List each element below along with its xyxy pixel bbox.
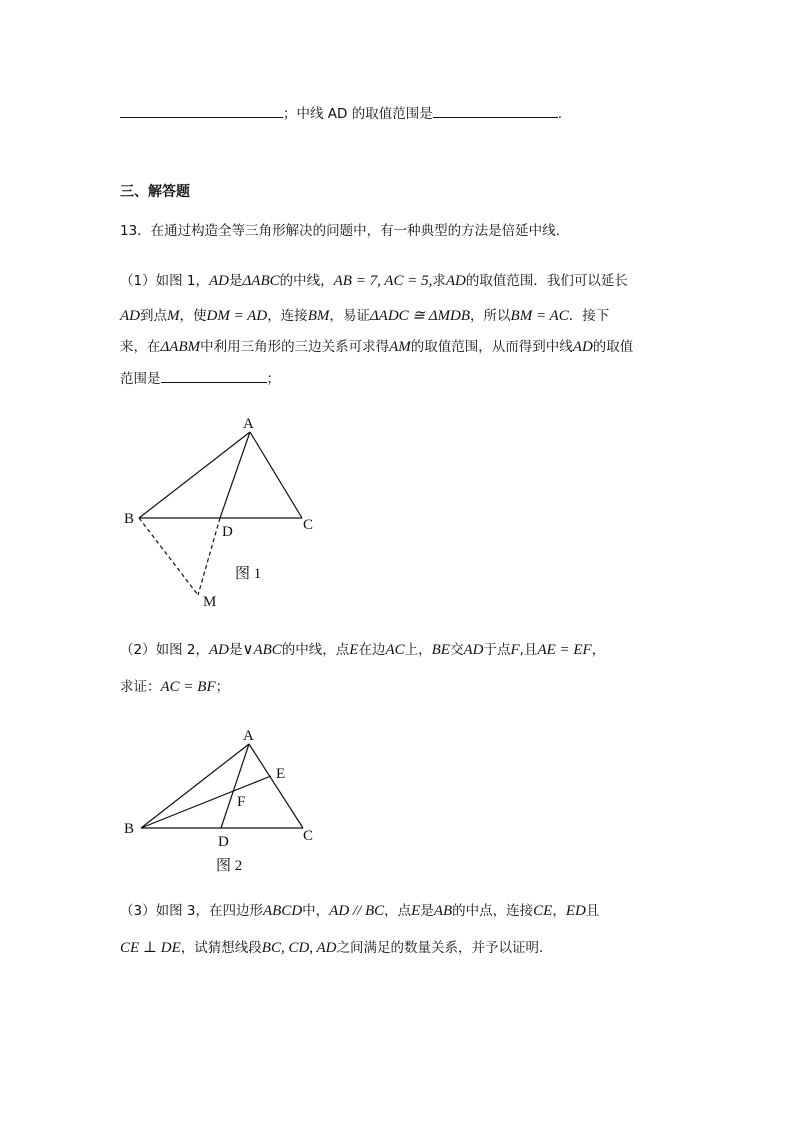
text-fragment: DM = AD bbox=[206, 308, 268, 324]
text-fragment: E bbox=[349, 642, 359, 658]
text-fragment: ED bbox=[565, 903, 586, 919]
text-fragment: （3）如图 3，在四边形 bbox=[120, 903, 263, 919]
text-fragment: 的中点，连接 bbox=[452, 903, 534, 919]
fig2-caption: 图 2 bbox=[216, 858, 243, 874]
text-fragment: 交 bbox=[449, 642, 464, 658]
text-fragment: AC bbox=[385, 642, 405, 658]
text-fragment: AD bbox=[463, 642, 484, 658]
text-fragment: ； bbox=[266, 371, 280, 387]
text-fragment: AD bbox=[572, 339, 593, 355]
fig1-label-B: B bbox=[124, 511, 135, 527]
segment-BM-dashed bbox=[139, 518, 198, 595]
text-fragment: AC = BF bbox=[160, 679, 216, 695]
text-fragment: 是 bbox=[228, 273, 243, 289]
text-fragment: （2）如图 2， bbox=[120, 642, 209, 658]
text-fragment: ，点 bbox=[384, 903, 412, 919]
part3-line2 bbox=[120, 938, 543, 958]
text-fragment: 求 bbox=[432, 273, 446, 289]
text-fragment: BM bbox=[307, 308, 330, 324]
text-fragment: 的中线， bbox=[279, 273, 334, 289]
text-fragment: 求证： bbox=[120, 679, 161, 695]
text-fragment: AD bbox=[120, 308, 140, 324]
segment-AC bbox=[250, 432, 302, 518]
segment-AD bbox=[220, 432, 250, 518]
median-range-prompt: 中线 AD 的取值范围是 bbox=[296, 106, 433, 122]
text-fragment: CE ⊥ DE bbox=[120, 940, 181, 956]
section-title: 三、解答题 bbox=[120, 184, 190, 200]
text-fragment: ，所以 bbox=[470, 308, 511, 324]
text-fragment: ； bbox=[215, 679, 230, 695]
fig1-label-A: A bbox=[243, 416, 254, 432]
text-fragment: ，试猜想线段 bbox=[180, 940, 262, 956]
text-fragment: . bbox=[557, 106, 563, 122]
segment-AB bbox=[139, 432, 250, 518]
text-fragment: AD // BC bbox=[329, 903, 385, 919]
text-fragment: ， bbox=[552, 903, 566, 919]
text-fragment: 是 bbox=[228, 642, 243, 658]
text-fragment: （1）如图 1， bbox=[120, 273, 209, 289]
text-fragment: E bbox=[411, 903, 421, 919]
part3-line1 bbox=[120, 901, 599, 921]
fig2-label-D: D bbox=[218, 834, 229, 850]
text-fragment: 中利用三角形的三边关系可求得 bbox=[200, 339, 390, 355]
text-fragment: BM = AC bbox=[510, 308, 569, 324]
part2-line1 bbox=[120, 640, 605, 660]
part2-line2 bbox=[120, 677, 229, 697]
text-fragment: 上， bbox=[404, 642, 432, 658]
text-fragment: F bbox=[510, 642, 520, 658]
fig1-caption: 图 1 bbox=[235, 566, 262, 582]
segment2-AB bbox=[141, 744, 249, 828]
text-fragment: ∨ABC bbox=[242, 642, 282, 658]
text-fragment: ， bbox=[591, 642, 606, 658]
text-fragment: ΔADC ≅ ΔMDB bbox=[369, 308, 471, 324]
fig2-label-A: A bbox=[243, 728, 254, 744]
fig1-label-C: C bbox=[303, 517, 314, 533]
segment-DM-dashed bbox=[198, 518, 220, 595]
text-fragment: 且 bbox=[585, 903, 600, 919]
segment2-BE bbox=[141, 776, 271, 828]
text-fragment: ； bbox=[283, 106, 297, 122]
fig2-label-C: C bbox=[303, 828, 314, 844]
text-fragment: AD bbox=[208, 642, 229, 658]
text-fragment: ，连接 bbox=[267, 308, 308, 324]
text-fragment: 中， bbox=[302, 903, 330, 919]
text-fragment: ．接下 bbox=[568, 308, 610, 324]
text-fragment: ，使 bbox=[179, 308, 207, 324]
text-fragment: 到点 bbox=[140, 308, 167, 324]
text-fragment: 来，在 bbox=[120, 339, 161, 355]
fig2-label-F: F bbox=[237, 794, 246, 810]
text-fragment: AE = EF bbox=[537, 642, 592, 658]
text-fragment: 在边 bbox=[358, 642, 386, 658]
text-fragment: AB bbox=[433, 903, 453, 919]
text-fragment: 于点 bbox=[483, 642, 511, 658]
text-fragment: AD bbox=[445, 273, 466, 289]
text-fragment: ΔABC bbox=[242, 273, 280, 289]
text-fragment: 范围是 bbox=[120, 371, 161, 387]
text-fragment: 之间满足的数量关系，并予以证明. bbox=[336, 940, 544, 956]
text-fragment: 的取值范围，从而得到中线 bbox=[410, 339, 573, 355]
segment2-AC bbox=[249, 744, 303, 828]
question-13-intro: 13．在通过构造全等三角形解决的问题中，有一种典型的方法是倍延中线. bbox=[120, 223, 560, 239]
text-fragment: ,且 bbox=[519, 642, 538, 658]
text-fragment: AB = 7, AC = 5, bbox=[333, 273, 433, 289]
text-fragment: ，易证 bbox=[329, 308, 370, 324]
fig1-label-M: M bbox=[203, 594, 217, 610]
text-fragment: 的取值 bbox=[592, 339, 634, 355]
fig2-label-B: B bbox=[124, 821, 135, 837]
fig2-label-E: E bbox=[276, 766, 286, 782]
text-fragment: BC, CD, AD bbox=[261, 940, 337, 956]
fig1-label-D: D bbox=[222, 524, 233, 540]
text-fragment: 的中线，点 bbox=[281, 642, 350, 658]
text-fragment: BE bbox=[431, 642, 450, 658]
text-fragment: AM bbox=[389, 339, 411, 355]
text-fragment: M bbox=[167, 308, 180, 324]
text-fragment: ΔABM bbox=[160, 339, 201, 355]
text-fragment: 是 bbox=[420, 903, 434, 919]
text-fragment: 的取值范围．我们可以延长 bbox=[465, 273, 628, 289]
text-fragment: AD bbox=[208, 273, 229, 289]
text-fragment: CE bbox=[533, 903, 553, 919]
text-fragment: ABCD bbox=[262, 903, 303, 919]
